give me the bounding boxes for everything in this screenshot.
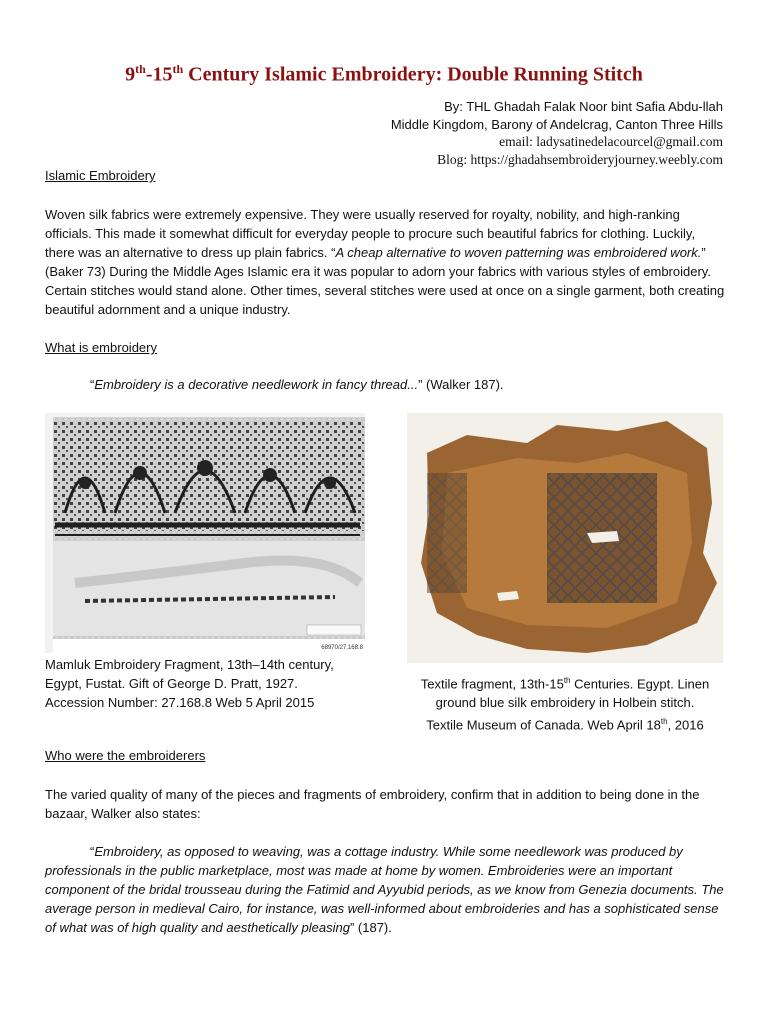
caption-mamluk-fragment: Mamluk Embroidery Fragment, 13th–14th century, Egypt, Fustat. Gift of George D. Pratt, 1927. Accession Number: 27.168.8 Web 5 April 2015 [45,657,334,710]
mamluk-fragment-image [45,413,365,653]
caption-textile-fragment: Textile fragment, 13th-15th Centuries. Egypt. Linen ground blue silk embroidery in Holbein stitch. Textile Museum of Canada. Web April 18th, 2016 [420,676,710,733]
image-stamp: 68970/27.168.8 [321,645,363,651]
quote-walker-cottage-industry: “Embroidery, as opposed to weaving, was a cottage industry. While some needlework was produced by professionals in the public marketplace, most was made at home by women. Embroideries were an important component of the bridal trousseau during the Fatimid and Ayyubid periods, as we know from Genezia documents. The average person in medieval Cairo, for instance, was well-informed about embroideries and has a sophisticated sense of what was of high quality and aesthetically pleasing” (187). [45,844,724,935]
author-location: Middle Kingdom, Barony of Andelcrag, Canton Three Hills [390,116,723,132]
paragraph-embroiderers: The varied quality of many of the pieces and fragments of embroidery, confirm that in addition to being done in the bazaar, Walker also states: [45,787,700,821]
heading-what-is-embroidery: What is embroidery [45,340,157,355]
heading-who-were-embroiderers: Who were the embroiderers [45,748,206,763]
document-title: 9th-15th Century Islamic Embroidery: Double Running Stitch [125,62,643,86]
textile-fragment-image [407,413,723,663]
quote-walker-definition: “Embroidery is a decorative needlework in fancy thread...” (Walker 187). [90,377,504,392]
heading-islamic-embroidery: Islamic Embroidery [45,168,156,183]
author-blog: Blog: https://ghadahsembroideryjourney.weebly.com [437,151,723,167]
author-name: By: THL Ghadah Falak Noor bint Safia Abdu-llah [444,99,723,114]
author-email: email: ladysatinedelacourcel@gmail.com [499,134,723,149]
paragraph-islamic-embroidery: Woven silk fabrics were extremely expensive. They were usually reserved for royalty, nobility, and high-ranking officials. This made it somewhat difficult for everyday people to procure such beautiful fabrics for clothing. Luckily, there was an alternative to dress up plain fabrics. “A cheap alternative to woven patterning was embroidered work.” (Baker 73) During the Middle Ages Islamic era it was popular to adorn your fabrics with various styles of embroidery. Certain stitches would stand alone. Other times, several stitches were used at once on a single garment, both creating beautiful adornment and a unique industry. [45,207,725,317]
author-byline [391,98,723,168]
